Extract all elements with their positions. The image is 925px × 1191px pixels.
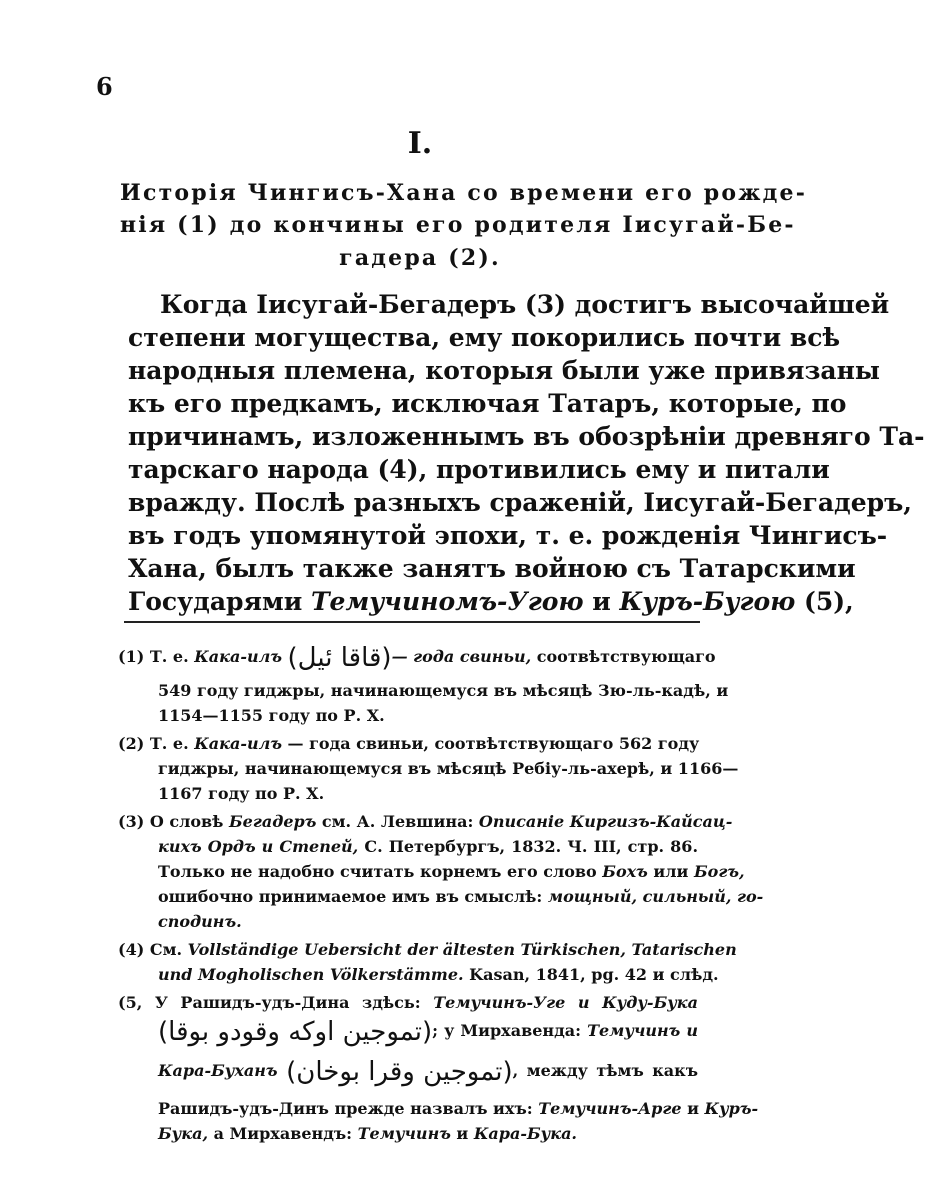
body-line: вражду. Послѣ разныхъ сраженій, Іисугай-Бегадеръ, <box>128 488 912 517</box>
body-line: тарскаго народа (4), противились ему и питали <box>128 455 830 484</box>
footnote-work-title: Vollständige Uebersicht der ältesten Türkischen, Tatarischen <box>187 940 737 959</box>
footnote-work-title: und Mogholischen Völkerstämme. <box>158 965 464 984</box>
footnote-term: мощный, сильный, го- <box>547 887 764 906</box>
footnote-marker: (2) Т. е. <box>118 734 195 753</box>
footnote-text: и <box>450 1124 474 1143</box>
footnote-3-line-2 <box>158 836 698 858</box>
footnote-term: Бука, <box>158 1124 209 1143</box>
arabic-text: (تموجين وقرا بوخان) <box>286 1056 513 1087</box>
body-line: Хана, былъ также занятъ войною съ Татарскими <box>128 554 856 583</box>
footnote-text: Только не надобно считать корнемъ его слово <box>158 862 603 881</box>
body-line: Когда Іисугай-Бегадеръ (3) достигъ высочайшей <box>160 290 890 319</box>
footnote-5-line-5 <box>158 1123 577 1145</box>
footnote-term: Темучинъ-Уге и Куду-Бука <box>433 993 699 1012</box>
footnote-text: или <box>647 862 694 881</box>
footnote-term: Куръ- <box>704 1099 759 1118</box>
footnote-text: — года свиньи, <box>391 647 532 666</box>
body-line: причинамъ, изложеннымъ въ обозрѣніи древняго Та- <box>128 422 925 451</box>
footnote-text: , между тѣмъ какъ <box>512 1061 698 1080</box>
footnote-marker: (3) О словѣ <box>118 812 229 831</box>
body-line: въ годъ упомянутой эпохи, т. е. рожденія Чингисъ- <box>128 521 888 550</box>
footnote-term: Бегадеръ <box>228 812 317 831</box>
body-text: (5), <box>795 587 854 616</box>
footnote-5-line-3 <box>158 1056 698 1087</box>
footnote-1-line-2: 549 году гиджры, начинающемуся въ мѣсяцѣ Зю-ль-кадѣ, и <box>158 681 729 700</box>
body-line: степени могущества, ему покорились почти всѣ <box>128 323 841 352</box>
footnote-text: ; у Мирхавенда: <box>432 1021 588 1040</box>
chapter-title-line-1: Исторія Чингисъ-Хана со времени его рожде- <box>120 180 808 206</box>
footnote-divider <box>124 621 700 623</box>
page-number: 6 <box>96 72 113 101</box>
footnote-text: и <box>681 1099 705 1118</box>
footnote-2-line-2: гиджры, начинающемуся въ мѣсяцѣ Ребіу-ль-ахерѣ, и 1166— <box>158 759 739 778</box>
body-text: Государями <box>128 587 311 616</box>
person-name: Куръ-Бугою <box>619 587 796 616</box>
footnote-term: Темучинъ и <box>587 1021 698 1040</box>
footnote-text: Kasan, 1841, pg. 42 и слѣд. <box>463 965 719 984</box>
footnote-1-line-3: 1154—1155 году по Р. Х. <box>158 706 385 725</box>
chapter-number: I. <box>407 126 433 161</box>
arabic-text: (تموجين اوكه وقودو بوقا) <box>158 1016 433 1047</box>
person-name: Темучиномъ-Угою <box>310 587 584 616</box>
footnote-marker: (5, У Рашидъ-удъ-Дина здѣсь: <box>118 993 434 1012</box>
footnote-2-line-3: 1167 году по Р. Х. <box>158 784 325 803</box>
footnote-text: ошибочно принимаемое имъ въ смыслѣ: <box>158 887 548 906</box>
footnote-term: Богъ, <box>693 862 745 881</box>
footnote-marker: (1) Т. е. <box>118 647 195 666</box>
body-line: къ его предкамъ, исключая Татаръ, которые, по <box>128 389 847 418</box>
footnote-text: см. А. Левшина: <box>316 812 479 831</box>
footnote-term: Кара-Бука. <box>473 1124 577 1143</box>
footnote-1-line-1 <box>118 642 716 673</box>
footnote-term: Кака-илъ <box>194 647 282 666</box>
footnote-4-line-2 <box>158 964 719 986</box>
footnote-3-line-4 <box>158 886 764 908</box>
footnote-5-line-4 <box>158 1098 759 1120</box>
footnote-text: Рашидъ-удъ-Динъ прежде назвалъ ихъ: <box>158 1099 539 1118</box>
chapter-title-line-3: гадера (2). <box>339 245 501 271</box>
footnote-4-line-1 <box>118 939 737 961</box>
footnote-term: Темучинъ-Арге <box>538 1099 682 1118</box>
body-text: и <box>583 587 620 616</box>
footnote-3-line-5: сподинъ. <box>158 912 242 931</box>
body-line-last <box>128 587 854 617</box>
footnote-text: соотвѣтствующаго <box>531 647 716 666</box>
chapter-title-line-2: нія (1) до кончины его родителя Іисугай-Бе- <box>120 212 796 238</box>
footnote-5-line-2 <box>158 1016 698 1047</box>
arabic-text: (قاقا ئيل) <box>287 642 392 673</box>
footnote-work-title: кихъ Ордъ и Степей, <box>158 837 359 856</box>
footnote-text: — года свиньи, соотвѣтствующаго 562 году <box>281 734 700 753</box>
footnote-text: а Мирхавендъ: <box>208 1124 358 1143</box>
footnote-5-line-1 <box>118 992 698 1014</box>
footnote-3-line-1 <box>118 811 733 833</box>
footnote-term: Кара-Буханъ <box>158 1061 278 1080</box>
body-line: народныя племена, которыя были уже привязаны <box>128 356 880 385</box>
footnote-2-line-1 <box>118 733 698 755</box>
footnote-term: Кака-илъ <box>194 734 282 753</box>
footnote-marker: (4) См. <box>118 940 188 959</box>
footnote-term: Бохъ <box>602 862 648 881</box>
footnote-work-title: Описаніе Киргизъ-Кайсац- <box>478 812 733 831</box>
footnote-text: С. Петербургъ, 1832. Ч. III, стр. 86. <box>358 837 699 856</box>
footnote-term: Темучинъ <box>357 1124 451 1143</box>
footnote-3-line-3 <box>158 861 745 883</box>
